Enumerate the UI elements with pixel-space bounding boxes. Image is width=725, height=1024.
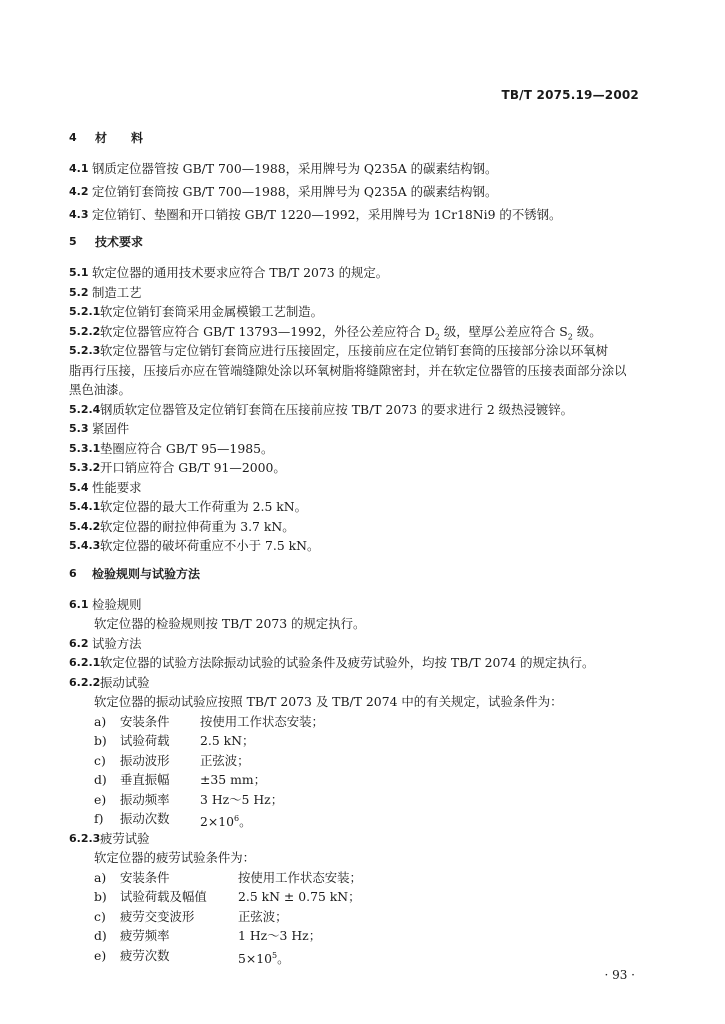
page-number: · 93 · [604, 968, 635, 982]
standard-code: TB/T 2075.19—2002 [501, 88, 639, 102]
